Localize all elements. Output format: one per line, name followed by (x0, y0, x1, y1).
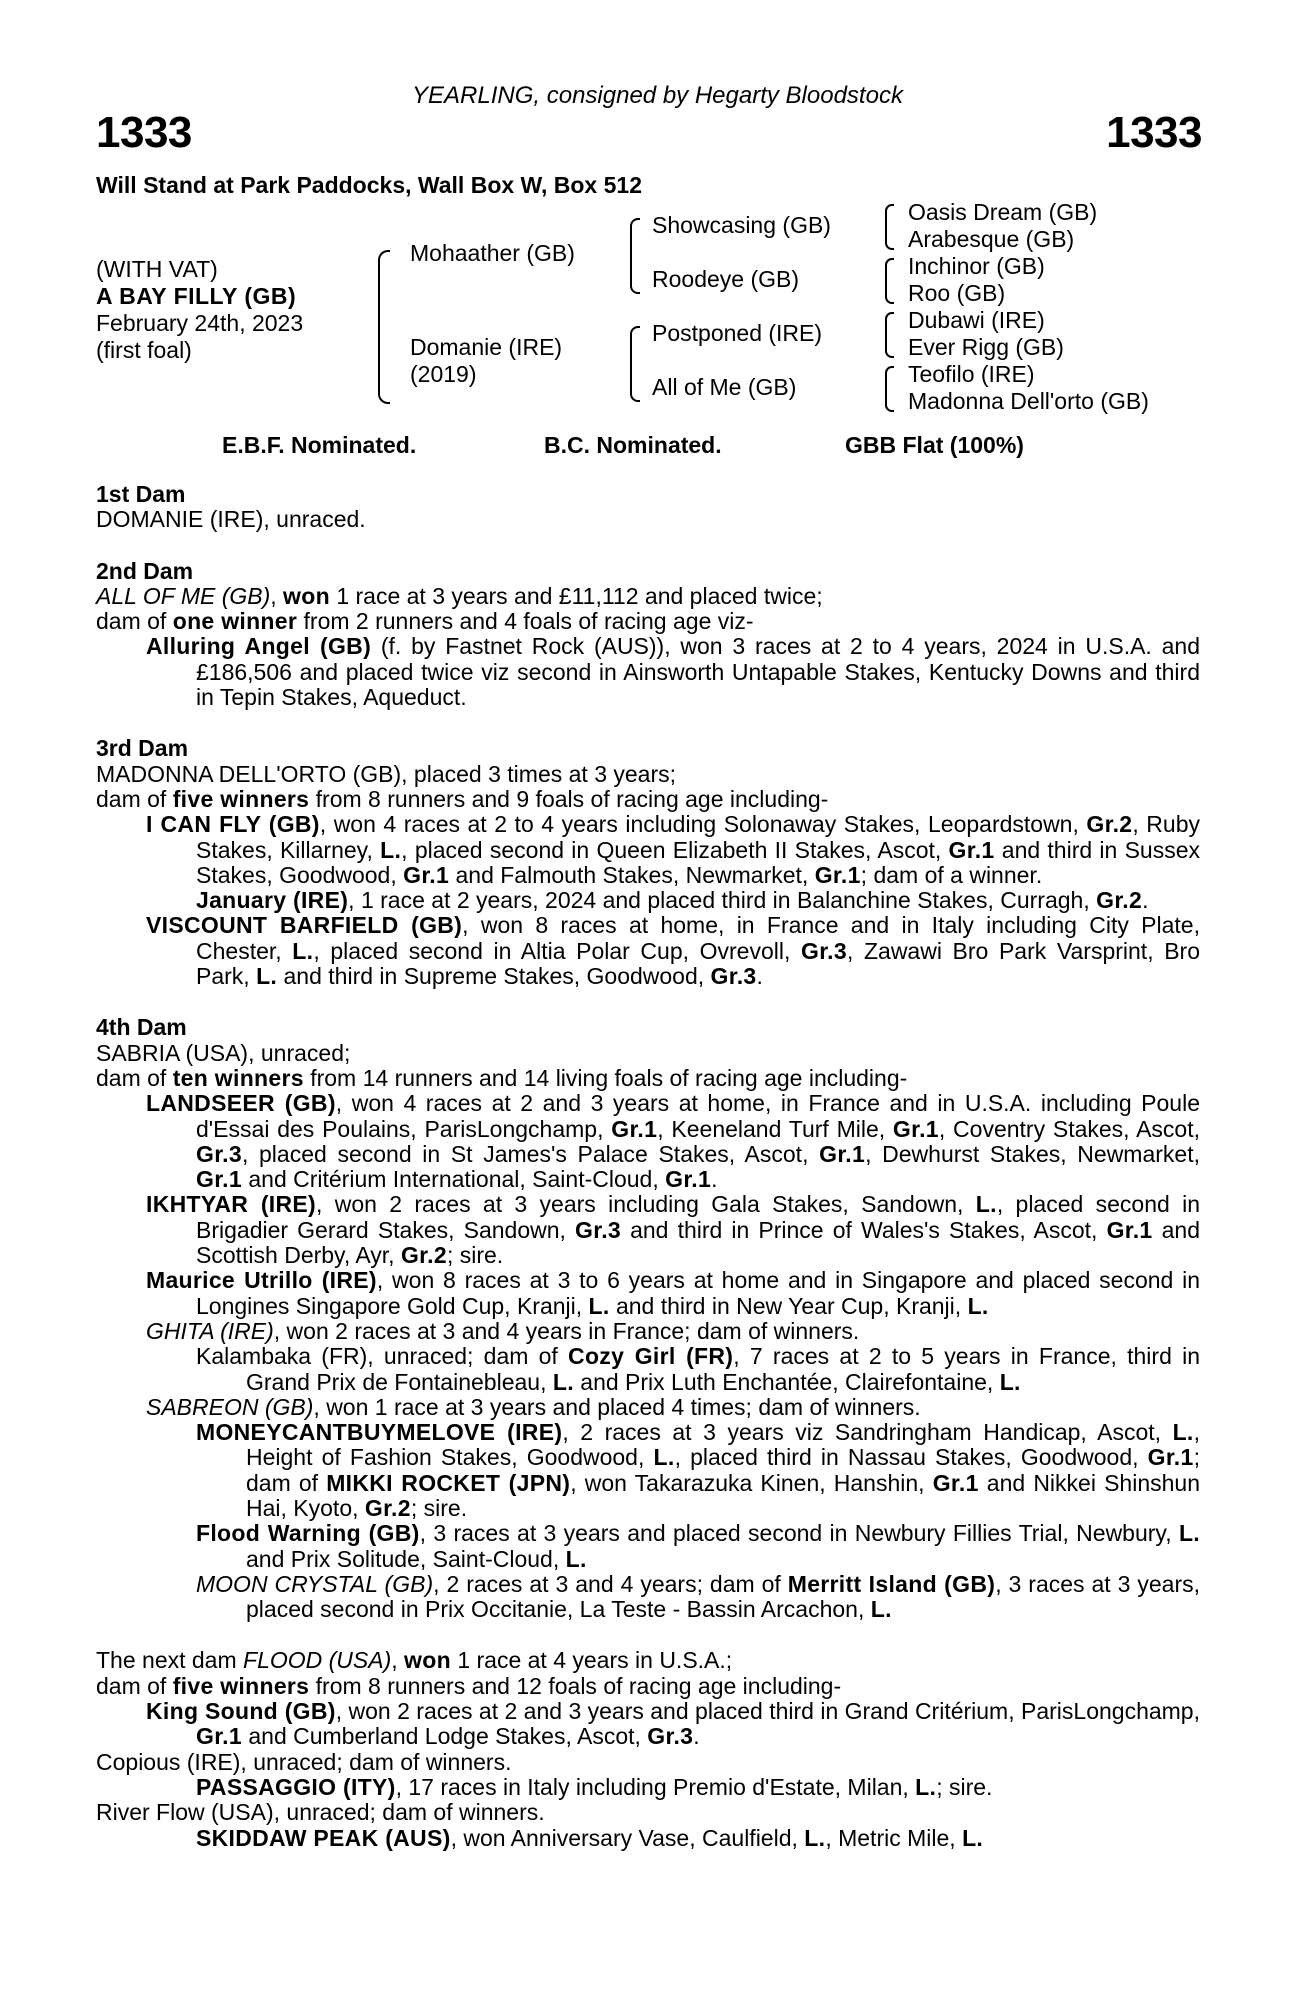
fourth-dam-entry: LANDSEER (GB), won 4 races at 2 and 3 years at home, in France and in U.S.A. including Poule d'Essai des Poulains, ParisLongchamp, Gr.1, Keeneland Turf Mile, Gr.1, Coventry Stakes, Ascot, Gr.3, placed second in St James's Palace Stakes, Ascot, Gr.1, Dewhurst Stakes, Newmarket, Gr.1 and Critérium International, Saint-Cloud, Gr.1. (146, 1090, 1200, 1193)
ped-dsd: Ever Rigg (GB) (908, 334, 1064, 360)
catalogue-body (96, 482, 1200, 1851)
fourth-dam-entry: Kalambaka (FR), unraced; dam of Cozy Girl (FR), 7 races at 2 to 5 years in France, third in Grand Prix de Fontainebleau, L. and Prix Luth Enchantée, Clairefontaine, L. (196, 1343, 1201, 1395)
fourth-dam-line1: SABRIA (USA), unraced; (96, 1039, 351, 1066)
next-dam-line2: dam of five winners from 8 runners and 12 foals of racing age including- (96, 1672, 842, 1699)
fourth-dam-entry: Maurice Utrillo (IRE), won 8 races at 3 to 6 years at home and in Singapore and placed second in Longines Singapore Gold Cup, Kranji, L. and third in New Year Cup, Kranji, L. (146, 1267, 1200, 1319)
third-dam-line1: MADONNA DELL'ORTO (GB), placed 3 times at 3 years; (96, 760, 677, 787)
fourth-dam-entry: MOON CRYSTAL (GB), 2 races at 3 and 4 years; dam of Merritt Island (GB), 3 races at 3 years, placed second in Prix Occitanie, La Teste - Bassin Arcachon, L. (196, 1570, 1200, 1623)
dam: Domanie (IRE) (410, 334, 563, 360)
second-dam-line1: ALL OF ME (GB), won 1 race at 3 years and £11,112 and placed twice; (96, 582, 823, 609)
third-dam-heading: 3rd Dam (96, 735, 189, 762)
next-dam-section (96, 1648, 1200, 1850)
ped-dds: Teofilo (IRE) (908, 361, 1035, 387)
fourth-dam-entry: GHITA (IRE), won 2 races at 3 and 4 years in France; dam of winners. (146, 1317, 860, 1344)
sire-brace (630, 218, 640, 294)
next-dam-entry: King Sound (GB), won 2 races at 2 and 3 years and placed third in Grand Critérium, ParisLongchamp, Gr.1 and Cumberland Lodge Stakes, Ascot, Gr.3. (146, 1698, 1200, 1750)
fourth-dam-entry: MONEYCANTBUYMELOVE (IRE), 2 races at 3 years viz Sandringham Handicap, Ascot, L., Height of Fashion Stakes, Goodwood, L., placed third in Nassau Stakes, Goodwood, Gr.1; dam of MIKKI ROCKET (JPN), won Takarazuka Kinen, Hanshin, Gr.1 and Nikkei Shinshun Hai, Kyoto, Gr.2; sire. (196, 1419, 1200, 1521)
ped-ssd: Arabesque (GB) (908, 226, 1075, 252)
first-dam-heading: 1st Dam (96, 481, 186, 507)
horse-name: A BAY FILLY (GB) (96, 283, 297, 309)
next-dam-entry: River Flow (USA), unraced; dam of winners. (96, 1799, 545, 1826)
horse-dob: February 24th, 2023 (96, 310, 304, 336)
next-dam-line1: The next dam FLOOD (USA), won 1 race at 4 years in U.S.A.; (96, 1647, 733, 1674)
sire: Mohaather (GB) (410, 240, 575, 266)
ped-sds: Inchinor (GB) (908, 253, 1045, 279)
ped-ddd: Madonna Dell'orto (GB) (908, 388, 1149, 414)
dam-sire: Postponed (IRE) (652, 320, 823, 346)
stabling-info: Will Stand at Park Paddocks, Wall Box W, Box 512 (96, 172, 642, 198)
brace-dd (885, 366, 894, 412)
ped-sdd: Roo (GB) (908, 280, 1006, 306)
dam-year: (2019) (410, 361, 477, 387)
ebf-nomination: E.B.F. Nominated. (222, 432, 417, 458)
gbb-nomination: GBB Flat (100%) (845, 432, 1024, 458)
first-dam-section (96, 482, 1200, 533)
fourth-dam-entry: SABREON (GB), won 1 race at 3 years and placed 4 times; dam of winners. (146, 1393, 921, 1420)
brace-ds (885, 312, 894, 358)
horse-foal-note: (first foal) (96, 337, 192, 363)
brace-sd (885, 258, 894, 304)
brace-ss (885, 204, 894, 250)
fourth-dam-heading: 4th Dam (96, 1014, 187, 1041)
second-dam-entry: Alluring Angel (GB) (f. by Fastnet Rock (AUS)), won 3 races at 2 to 4 years, 2024 in U.S.A. and £186,506 and placed twice viz second in Ainsworth Untapable Stakes, Kentucky Downs and third in Tepin Stakes, Aqueduct. (146, 633, 1201, 711)
fourth-dam-entry: Flood Warning (GB), 3 races at 3 years and placed second in Newbury Fillies Trial, Newbury, L. and Prix Solitude, Saint-Cloud, L. (196, 1520, 1200, 1572)
bc-nomination: B.C. Nominated. (544, 432, 722, 458)
next-dam-entry: PASSAGGIO (ITY), 17 races in Italy including Premio d'Estate, Milan, L.; sire. (196, 1773, 993, 1800)
fourth-dam-entry: IKHTYAR (IRE), won 2 races at 3 years including Gala Stakes, Sandown, L., placed second in Brigadier Gerard Stakes, Sandown, Gr.3 and third in Prince of Wales's Stakes, Ascot, Gr.1 and Scottish Derby, Ayr, Gr.2; sire. (146, 1191, 1201, 1269)
third-dam-entry: January (IRE), 1 race at 2 years, 2024 and placed third in Balanchine Stakes, Curragh, Gr.2. (196, 887, 1149, 914)
third-dam-line2: dam of five winners from 8 runners and 9 foals of racing age including- (96, 785, 829, 812)
third-dam-entry: VISCOUNT BARFIELD (GB), won 8 races at home, in France and in Italy including City Plate, Chester, L., placed second in Altia Polar Cup, Ovrevoll, Gr.3, Zawawi Bro Park Varsprint, Bro Park, L. and third in Supreme Stakes, Goodwood, Gr.3. (146, 912, 1200, 990)
next-dam-entry: Copious (IRE), unraced; dam of winners. (96, 1748, 512, 1775)
dam-brace (630, 326, 640, 402)
vat-note: (WITH VAT) (96, 256, 218, 282)
lot-number-left: 1333 (96, 108, 192, 157)
second-dam-line2: dam of one winner from 2 runners and 4 foals of racing age viz- (96, 608, 754, 635)
fourth-dam-section (96, 1015, 1200, 1622)
second-dam-heading: 2nd Dam (96, 557, 194, 584)
dam-dam: All of Me (GB) (652, 374, 797, 400)
third-dam-section (96, 736, 1200, 989)
sire-sire: Showcasing (GB) (652, 212, 831, 238)
first-dam-line: DOMANIE (IRE), unraced. (96, 506, 366, 533)
consignment-line: YEARLING, consigned by Hegarty Bloodstock (412, 82, 903, 109)
third-dam-entry: I CAN FLY (GB), won 4 races at 2 to 4 years including Solonaway Stakes, Leopardstown, Gr.2, Ruby Stakes, Killarney, L., placed second in Queen Elizabeth II Stakes, Ascot, Gr.1 and third in Sussex Stakes, Goodwood, Gr.1 and Falmouth Stakes, Newmarket, Gr.1; dam of a winner. (146, 811, 1200, 888)
fourth-dam-line2: dam of ten winners from 14 runners and 14 living foals of racing age including- (96, 1064, 908, 1091)
lot-number-right: 1333 (1106, 108, 1202, 157)
ped-dss: Dubawi (IRE) (908, 307, 1045, 333)
second-dam-section (96, 559, 1200, 711)
next-dam-entry: SKIDDAW PEAK (AUS), won Anniversary Vase, Caulfield, L., Metric Mile, L. (196, 1824, 984, 1851)
sire-dam: Roodeye (GB) (652, 266, 800, 292)
ped-sss: Oasis Dream (GB) (908, 199, 1098, 225)
pedigree-brace (378, 250, 390, 404)
